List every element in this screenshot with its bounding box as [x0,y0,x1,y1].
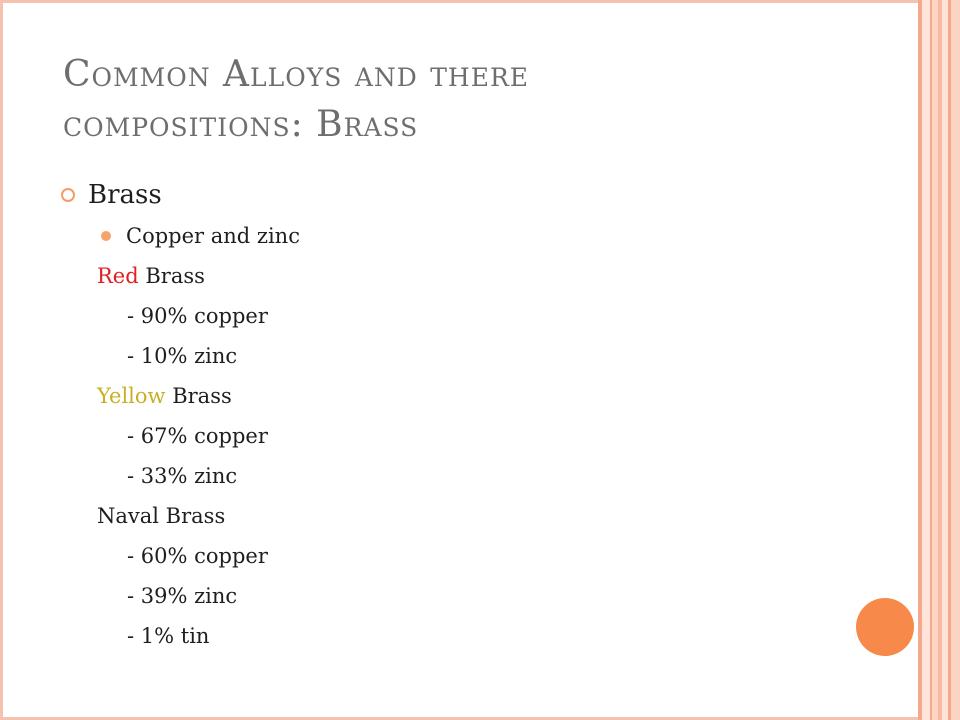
frame-border-top [0,0,920,3]
ring-bullet-icon [61,188,75,202]
stripe [922,0,930,720]
red-brass-line: - 90% copper [127,304,268,328]
decorative-stripes [918,0,960,720]
title-line-1: Common Alloys and there [63,54,530,95]
naval-brass-line: - 1% tin [127,624,210,648]
sub-bullet-text: Copper and zinc [126,224,300,248]
yellow-brass-line: - 33% zinc [127,464,238,488]
yellow-brass-heading [60,376,860,416]
frame-border-left [0,0,3,720]
stripe [951,0,960,720]
red-label: Red [97,264,139,288]
red-brass-rest: Brass [138,264,205,288]
yellow-brass-rest: Brass [165,384,232,408]
bullet-brass [60,174,860,216]
red-brass-heading [60,256,860,296]
slide-content [60,174,860,656]
naval-brass-line: - 60% copper [127,544,268,568]
decorative-orange-circle [856,598,914,656]
dot-bullet-icon [101,231,111,241]
slide-title [63,50,883,150]
bullet-text: Brass [88,180,162,210]
yellow-brass-line: - 67% copper [127,424,268,448]
naval-brass-heading: Naval Brass [97,504,226,528]
naval-brass-line: - 39% zinc [127,584,238,608]
sub-bullet-copper-zinc [60,216,860,256]
title-line-2: compositions: Brass [63,104,419,145]
yellow-label: Yellow [97,384,166,408]
red-brass-line: - 10% zinc [127,344,238,368]
